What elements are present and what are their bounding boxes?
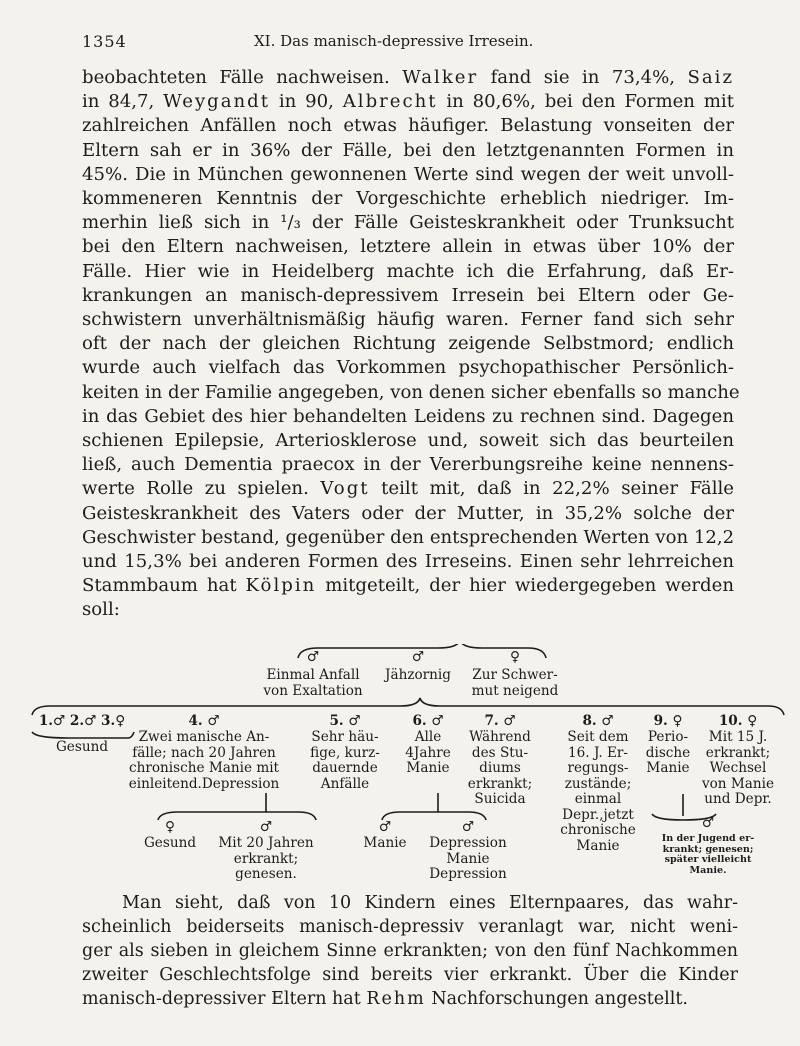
page-number: 1354 <box>82 32 127 51</box>
text-line <box>82 939 738 963</box>
child-number: 5. ♂ <box>329 713 361 729</box>
grandparent-label: von Exaltation <box>263 682 363 699</box>
child-label: Suicida <box>474 791 526 807</box>
text-segment: bei den Eltern nachweisen, letztere allein in etwas über 10% der <box>82 236 734 258</box>
child-label: diums <box>479 760 521 776</box>
child-number: 7. ♂ <box>484 713 516 729</box>
text-segment: kommeneren Kenntnis der Vorgeschichte erheblich niedriger. Im- <box>82 188 734 210</box>
text-segment: in das Gebiet des hier behandelten Leidens zu rechnen sind. Dagegen <box>82 405 734 427</box>
child-label: dische <box>645 744 691 761</box>
author-name: Albrecht <box>342 91 438 113</box>
child-label: von Manie <box>701 775 775 792</box>
child-label: Manie <box>406 760 450 776</box>
text-line <box>82 308 734 332</box>
child-label: 4Jahre <box>405 744 451 761</box>
text-segment: werte Rolle zu spielen. <box>82 478 321 500</box>
child-label: erkrankt; <box>705 744 771 761</box>
grandchild-label: Depression <box>429 835 507 851</box>
text-line <box>82 429 734 453</box>
author-name: Saiz <box>687 67 734 88</box>
child-label: Zwei manische An- <box>138 729 270 745</box>
child-number: 10. ♀ <box>718 713 758 729</box>
text-line <box>82 284 734 308</box>
text-line <box>82 114 734 138</box>
text-segment: schienen Epilepsie, Arteriosklerose und, soweit sich das beurteilen <box>82 430 734 452</box>
text-segment: Stammbaum hat <box>82 575 246 597</box>
text-line <box>82 598 734 622</box>
text-line <box>82 574 734 598</box>
child-label: fälle; nach 20 Jahren <box>132 744 276 761</box>
text-line <box>82 502 734 526</box>
grandchild-symbol: ♂ <box>701 815 715 831</box>
text-line <box>82 211 734 235</box>
child-label: Perio- <box>647 729 689 745</box>
child-label: fige, kurz- <box>310 744 380 761</box>
pedigree-chart <box>28 644 788 884</box>
text-segment: Man sieht, daß von 10 Kindern eines Elternpaares, das wahr- <box>122 893 738 913</box>
text-segment: zahlreichen Anfällen noch etwas häufiger. Belastung vonseiten der <box>82 115 734 137</box>
text-segment: Eltern sah er in 36% der Fälle, bei den letztgenannten Formen in <box>82 139 734 161</box>
text-segment: ger als sieben in gleichem Sinne erkrankten; von den fünf Nachkommen <box>82 941 738 961</box>
running-head: XI. Das manisch-depressive Irresein. <box>254 32 534 50</box>
text-line <box>82 90 734 114</box>
text-segment: zweiter Geschlechtsfolge sind bereits vier erkrankt. Über die Kinder <box>82 965 738 985</box>
grandchild-symbol: ♂ <box>259 819 273 835</box>
child-label: 16. J. Er- <box>568 744 628 761</box>
text-line <box>82 405 734 429</box>
grandparent-symbol: ♀ <box>510 649 520 665</box>
child-label: Sehr häu- <box>311 729 379 745</box>
text-segment: beobachteten Fälle nachweisen. <box>82 67 403 88</box>
grandchild-label: später vielleicht <box>664 854 752 866</box>
grandchild-label: Gesund <box>143 835 197 851</box>
text-line <box>82 139 734 163</box>
text-segment: oft der nach der gleichen Richtung zeigende Selbstmord; endlich <box>82 333 734 355</box>
text-segment: Nachforschungen angestellt. <box>425 989 688 1009</box>
text-line <box>82 963 738 987</box>
grandparent-label: Zur Schwer- <box>472 667 558 683</box>
text-segment: 45%. Die in München gewonnenen Werte sind wegen der weit unvoll- <box>82 163 734 185</box>
grandchild-label: krankt; genesen; <box>662 843 754 855</box>
text-line <box>82 187 734 211</box>
text-segment: in 80,6%, bei den Formen mit <box>437 91 734 113</box>
text-segment: Geisteskrankheit des Vaters oder der Mutter, in 35,2% solche der <box>82 502 734 524</box>
grandchild-label: Manie. <box>689 864 727 876</box>
text-line <box>82 381 740 405</box>
child-number: 1.♂ 2.♂ 3.♀ <box>38 713 126 729</box>
text-line <box>82 891 738 915</box>
grandparent-symbol: ♂ <box>306 649 320 665</box>
text-segment: merhin ließ sich in ¹/₃ der Fälle Geisteskrankheit oder Trunksucht <box>82 212 734 234</box>
text-line <box>82 477 734 501</box>
text-line <box>82 66 734 90</box>
child-label: dauernde <box>312 760 378 776</box>
child-label: chronische <box>560 822 636 838</box>
child-number: 9. ♀ <box>653 713 683 729</box>
child-label: Depr.,jetzt <box>562 806 634 823</box>
grandparent-label: Jähzornig <box>385 667 451 683</box>
child-label: Anfälle <box>320 775 370 792</box>
grandchild-label: Manie <box>446 850 490 867</box>
grandchild-symbol: ♂ <box>461 819 475 835</box>
text-line <box>82 550 734 574</box>
child-number: 8. ♂ <box>582 713 614 729</box>
grandchild-label: Depression <box>429 866 507 882</box>
grandparent-label: Einmal Anfall <box>266 667 360 683</box>
child-label: regungs- <box>567 760 629 776</box>
text-line <box>82 356 734 380</box>
text-line <box>82 987 738 1011</box>
text-line <box>82 526 734 550</box>
grandchild-label: erkrankt; <box>233 850 299 867</box>
text-segment: scheinlich beiderseits manisch-depressiv veranlagt war, nicht weni- <box>82 917 738 937</box>
grandparent-symbol: ♂ <box>411 649 425 665</box>
author-name: Weygandt <box>163 91 271 113</box>
child-label: einmal <box>574 791 622 807</box>
child-label: Manie <box>576 837 620 854</box>
grandchild-label: Manie <box>363 835 407 851</box>
author-name: Walker <box>402 67 479 88</box>
child-label: Mit 15 J. <box>708 729 768 745</box>
text-segment: Geschwister bestand, gegenüber den entsprechenden Werten von 12,2 <box>82 526 735 548</box>
child-label: chronische Manie mit <box>128 760 280 776</box>
text-segment: wurde auch vielfach das Vorkommen psychopathischer Persönlich- <box>82 357 734 379</box>
grandchild-label: In der Jugend er- <box>661 833 755 844</box>
author-name: Kölpin <box>245 575 317 597</box>
text-line <box>82 163 734 187</box>
text-line <box>82 235 734 259</box>
text-segment: mitgeteilt, der hier wiedergegeben werden <box>316 575 734 597</box>
brace-4-children <box>158 812 316 820</box>
text-segment: teilt mit, daß in 22,2% seiner Fälle <box>369 478 734 500</box>
text-segment: schwistern unverhältnismäßig häufig waren. Ferner fand sich sehr <box>82 309 734 331</box>
text-segment: in 84,7, <box>82 91 164 113</box>
text-line <box>82 332 734 356</box>
page-header <box>82 32 742 54</box>
text-segment: Fälle. Hier wie in Heidelberg machte ich die Erfahrung, daß Er- <box>82 260 734 282</box>
child-label: Seit dem <box>567 729 629 745</box>
child-label: und Depr. <box>704 791 772 807</box>
text-line <box>82 453 734 477</box>
child-label: Alle <box>414 729 442 745</box>
gesund-brace <box>32 732 134 738</box>
text-segment: manisch-depressiver Eltern hat <box>82 989 367 1009</box>
child-label: Gesund <box>55 739 109 755</box>
child-number: 6. ♂ <box>412 713 444 729</box>
body-paragraph-2 <box>82 891 738 1011</box>
text-segment: und 15,3% bei anderen Formen des Irreseins. Einen sehr lehrreichen <box>82 551 734 573</box>
child-label: zustände; <box>564 775 632 792</box>
text-segment: krankungen an manisch-depressivem Irresein bei Eltern oder Ge- <box>82 284 734 306</box>
text-line <box>82 915 738 939</box>
grandparent-label: mut neigend <box>471 682 559 699</box>
text-segment: fand sie in 73,4%, <box>478 67 688 88</box>
text-segment: soll: <box>82 599 120 621</box>
author-name: Rehm <box>366 989 426 1009</box>
child-label: Wechsel <box>709 760 767 776</box>
text-segment: ließ, auch Dementia praecox in der Vererbungsreihe keine nennens- <box>82 454 734 476</box>
body-paragraph-1 <box>82 66 740 623</box>
child-label: des Stu- <box>471 744 529 761</box>
author-name: Vogt <box>320 478 370 500</box>
text-segment: in 90, <box>270 91 343 113</box>
grandchild-label: genesen. <box>235 866 297 882</box>
child-label: Manie <box>646 760 690 776</box>
text-segment: keiten in der Familie angegeben, von denen sicher ebenfalls so manche <box>82 381 740 403</box>
grandchild-symbol: ♂ <box>378 819 392 835</box>
child-label: erkrankt; <box>467 775 533 792</box>
grandchild-label: Mit 20 Jahren <box>218 835 314 851</box>
text-line <box>82 260 734 284</box>
child-number: 4. ♂ <box>188 713 220 729</box>
grandchild-symbol: ♀ <box>165 819 175 835</box>
child-label: Während <box>469 729 531 745</box>
child-label: einleitend.Depression <box>128 775 280 792</box>
